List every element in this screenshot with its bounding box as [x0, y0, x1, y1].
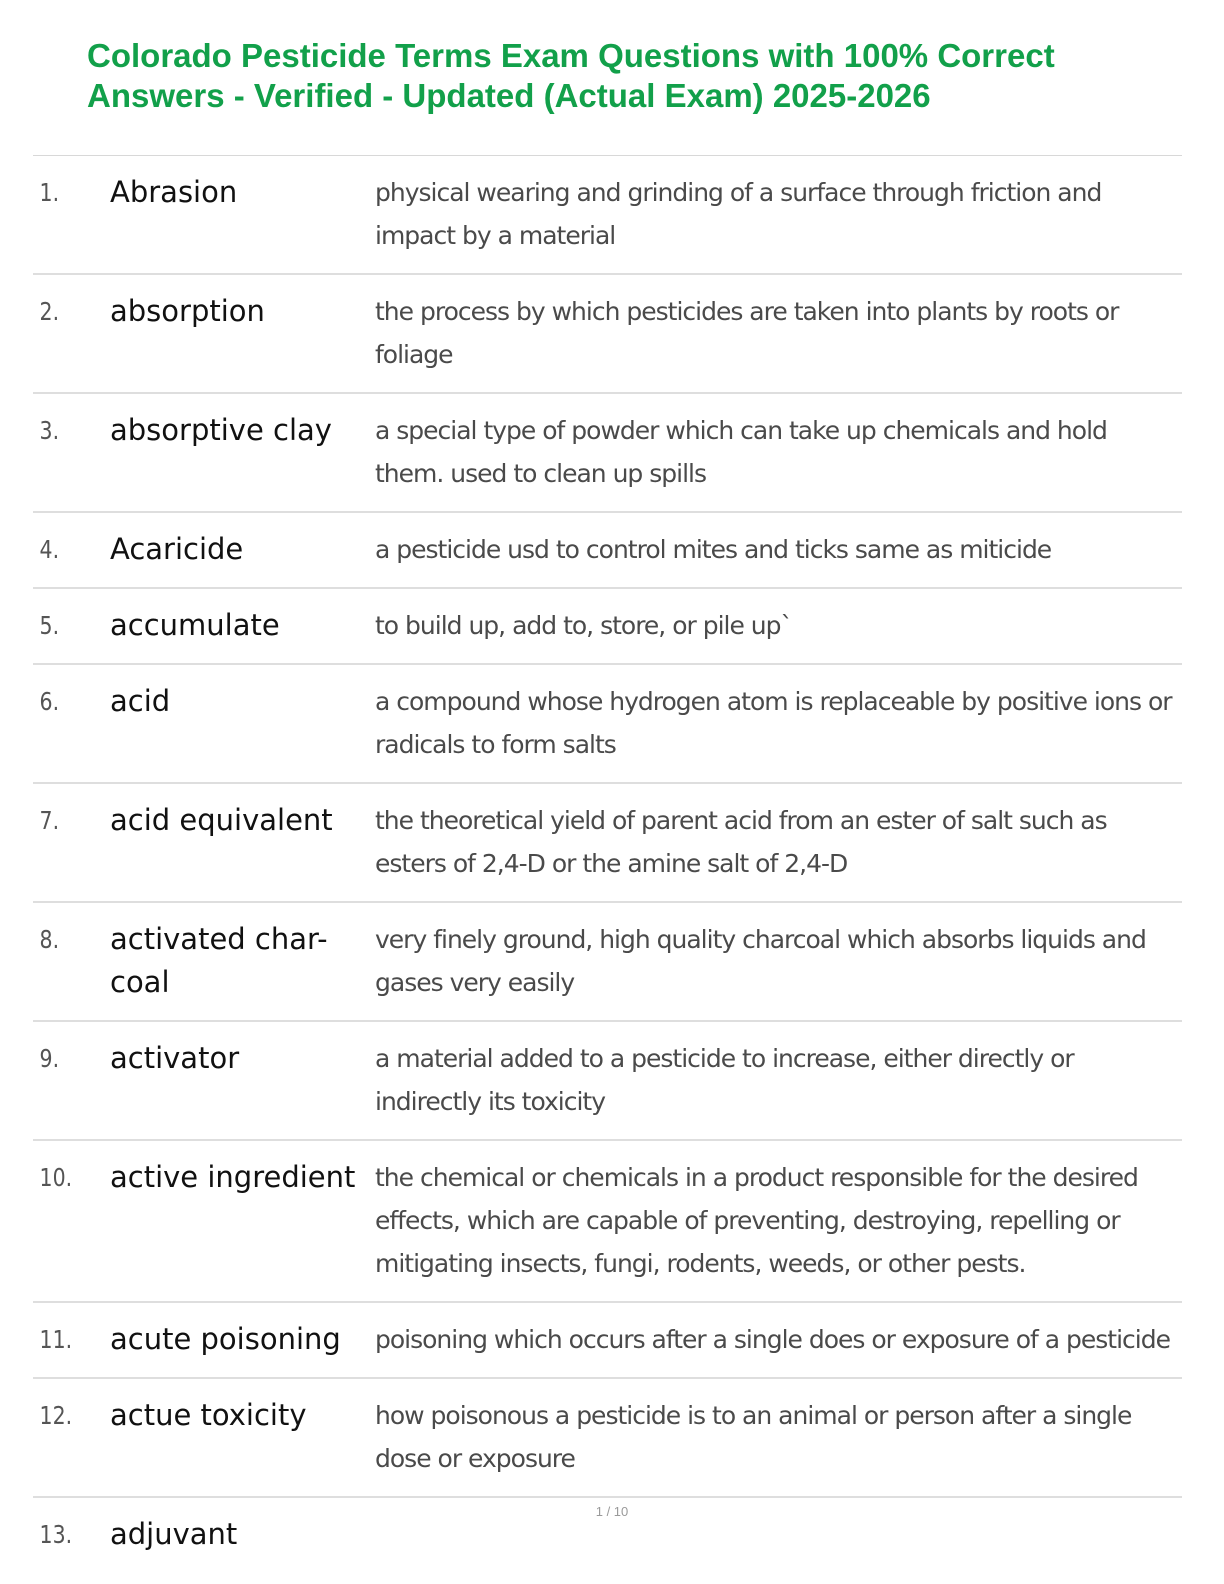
- term-row: [33, 903, 1182, 1022]
- term-number: 11.: [39, 1325, 73, 1354]
- term-number: 7.: [39, 806, 60, 835]
- term-word: Acaricide: [110, 532, 244, 566]
- term-row: [33, 665, 1182, 784]
- term-number: 9.: [39, 1044, 60, 1073]
- term-row: [33, 513, 1182, 589]
- term-definition: a material added to a pesticide to increase, either directly or indirectly its toxicity: [375, 1044, 1074, 1116]
- term-number: 2.: [39, 297, 60, 326]
- term-word: Abrasion: [110, 175, 238, 209]
- term-definition: poisoning which occurs after a single does or exposure of a pesticide: [375, 1325, 1170, 1354]
- term-definition: to build up, add to, store, or pile up`: [375, 611, 793, 640]
- term-row: [33, 784, 1182, 903]
- term-word: acid: [110, 684, 171, 718]
- term-row: [33, 1303, 1182, 1379]
- term-word: absorption: [110, 294, 265, 328]
- term-definition: physical wearing and grinding of a surface through friction and impact by a material: [375, 178, 1102, 250]
- term-row: [33, 589, 1182, 665]
- term-definition: a special type of powder which can take up chemicals and hold them. used to clean up spills: [375, 416, 1107, 488]
- page-header: [87, 36, 1167, 116]
- page-number: 1 / 10: [595, 1504, 629, 1519]
- term-definition: the process by which pesticides are taken into plants by roots or foliage: [375, 297, 1119, 369]
- term-number: 1.: [39, 178, 60, 207]
- term-row: [33, 1022, 1182, 1141]
- term-word: adjuvant: [110, 1517, 238, 1551]
- page-title: Colorado Pesticide Terms Exam Questions with 100% Correct Answers - Verified - Updated (Actual Exam) 2025-2026: [87, 37, 1055, 114]
- term-number: 8.: [39, 925, 60, 954]
- term-number: 5.: [39, 611, 60, 640]
- term-definition: a compound whose hydrogen atom is replaceable by positive ions or radicals to form salts: [375, 687, 1172, 759]
- term-row: [33, 1379, 1182, 1498]
- term-word: accumulate: [110, 608, 280, 642]
- term-word: acute poisoning: [110, 1322, 341, 1356]
- term-word: absorptive clay: [110, 413, 332, 447]
- term-row: [33, 275, 1182, 394]
- term-number: 10.: [39, 1163, 73, 1192]
- term-word: acid equivalent: [110, 803, 333, 837]
- term-word: active ingredient: [110, 1160, 356, 1194]
- term-number: 6.: [39, 687, 60, 716]
- term-definition: how poisonous a pesticide is to an animal or person after a single dose or exposure: [375, 1401, 1132, 1473]
- term-number: 4.: [39, 535, 60, 564]
- term-definition: very finely ground, high quality charcoal which absorbs liquids and gases very easily: [375, 925, 1146, 997]
- term-definition: the chemical or chemicals in a product responsible for the desired effects, which are capable of preventing, destroying, repelling or mitigating insects, fungi, rodents, weeds, or other pests.: [375, 1163, 1138, 1278]
- terms-list: [33, 155, 1182, 1572]
- term-row: [33, 394, 1182, 513]
- term-word: activator: [110, 1041, 240, 1075]
- term-number: 3.: [39, 416, 60, 445]
- term-number: 12.: [39, 1401, 73, 1430]
- term-word: actue toxicity: [110, 1398, 307, 1432]
- term-definition: the theoretical yield of parent acid from an ester of salt such as esters of 2,4-D or the amine salt of 2,4-D: [375, 806, 1107, 878]
- term-number: 13.: [39, 1520, 73, 1549]
- term-row: [33, 1141, 1182, 1303]
- term-definition: a pesticide usd to control mites and ticks same as miticide: [375, 535, 1052, 564]
- term-row: [33, 156, 1182, 275]
- term-word: activated char-coal: [110, 922, 328, 999]
